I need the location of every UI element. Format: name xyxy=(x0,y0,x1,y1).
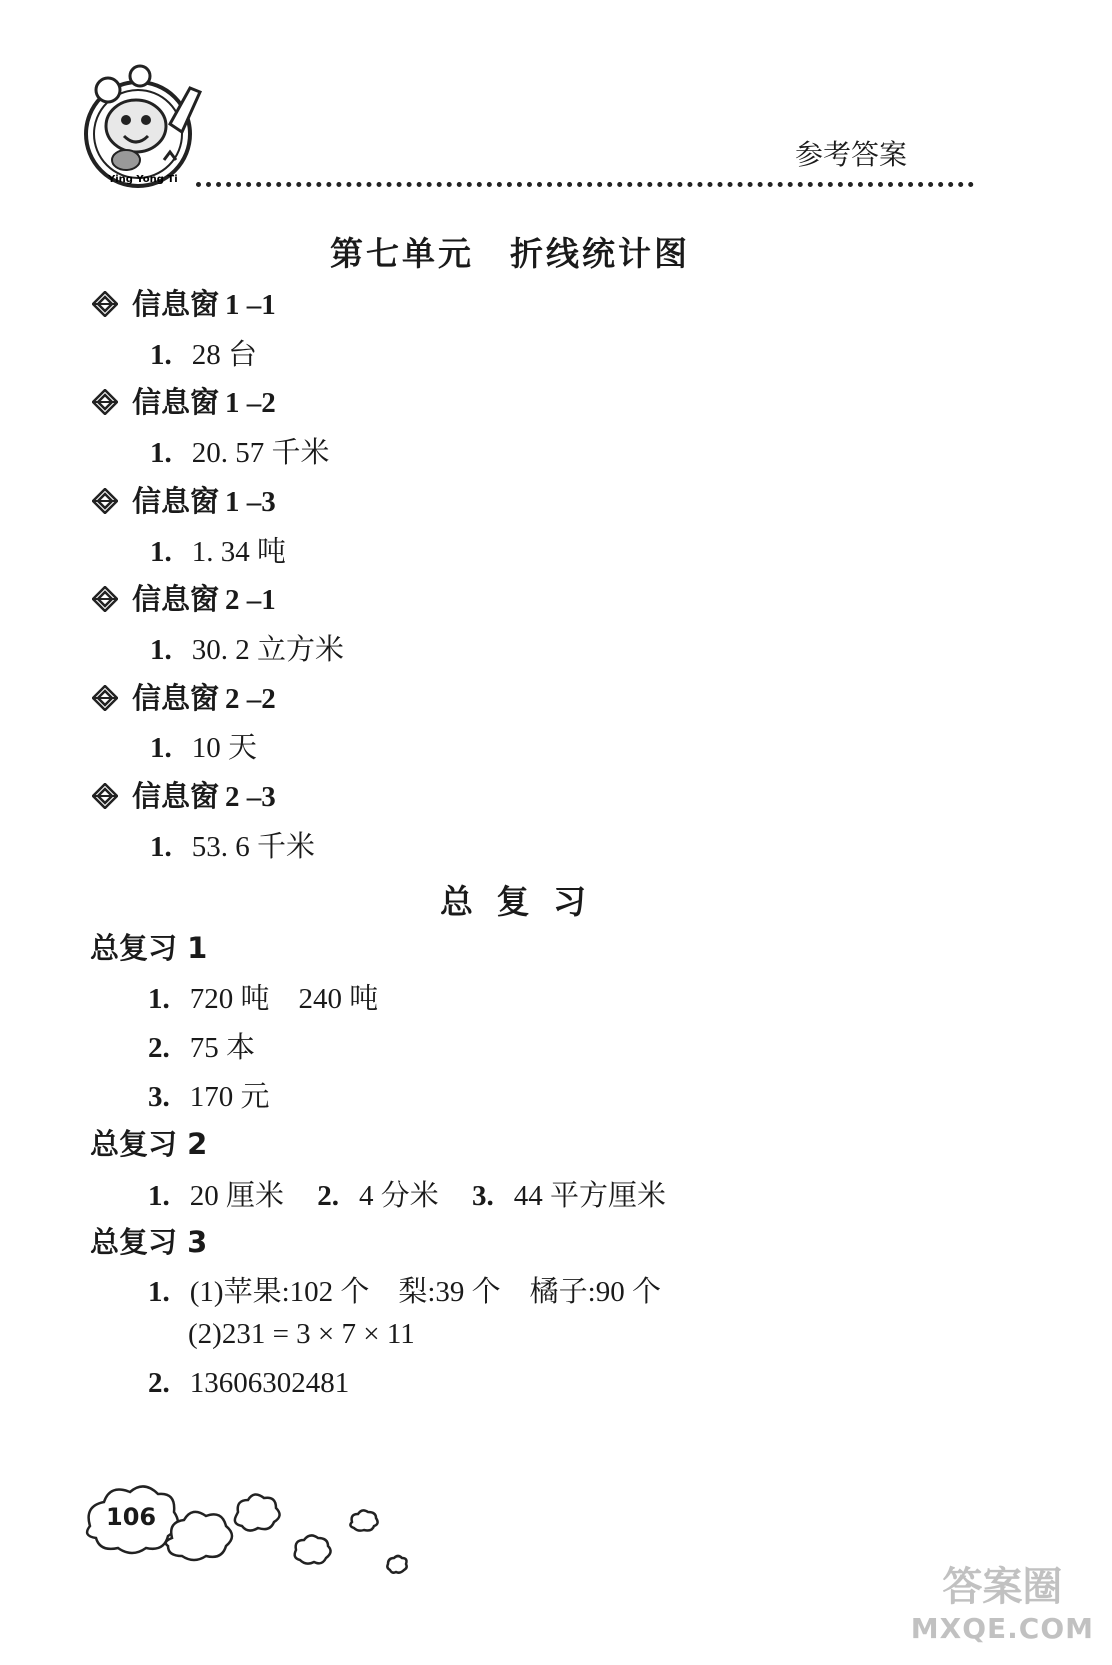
diamond-bullet-icon xyxy=(92,586,118,612)
answer-line xyxy=(148,976,378,1017)
answer-text: 20. 57 千米 xyxy=(191,437,330,469)
answer-line xyxy=(150,627,344,668)
review-heading: 总复习 2 xyxy=(90,1127,208,1161)
unit-title: 第七单元 折线统计图 xyxy=(330,234,690,273)
section-name: 信息窗 xyxy=(132,287,220,321)
diamond-bullet-icon xyxy=(92,783,118,809)
watermark xyxy=(911,1555,1094,1645)
answer-line xyxy=(148,1367,349,1400)
watermark-line1: 答案圈 xyxy=(942,1564,1063,1610)
section-name: 信息窗 xyxy=(132,484,220,518)
question-number: 1. xyxy=(150,831,172,863)
section-heading xyxy=(92,774,276,815)
page-number: 106 xyxy=(106,1503,157,1531)
answer-text: 170 元 xyxy=(189,1081,270,1113)
section-heading xyxy=(92,479,276,520)
answer-line xyxy=(148,1173,666,1214)
answer-line xyxy=(150,430,330,471)
question-number: 1. xyxy=(150,339,172,371)
answer-text: 13606302481 xyxy=(189,1367,350,1399)
watermark-line2: MXQE.COM xyxy=(910,1612,1094,1645)
answer-line xyxy=(148,1074,270,1115)
question-number: 1. xyxy=(148,983,170,1015)
section-heading xyxy=(92,676,276,717)
answer-line xyxy=(150,529,286,570)
answer-text: 720 吨 240 吨 xyxy=(189,983,379,1015)
section-heading xyxy=(92,577,276,618)
section-number: 1 –2 xyxy=(225,387,276,419)
answer-line xyxy=(150,332,257,373)
question-number: 1. xyxy=(148,1276,170,1308)
diamond-bullet-icon xyxy=(92,389,118,415)
answer-text: 28 台 xyxy=(191,339,258,371)
question-number: 1. xyxy=(150,437,172,469)
answer-text: 75 本 xyxy=(189,1032,256,1064)
answer-line xyxy=(188,1318,415,1351)
diamond-bullet-icon xyxy=(92,685,118,711)
logo-text: Ying Yong Ti xyxy=(108,174,178,185)
section-name: 信息窗 xyxy=(132,582,220,616)
answer-line xyxy=(150,725,257,766)
answer-text: 30. 2 立方米 xyxy=(191,634,345,666)
section-number: 2 –2 xyxy=(225,683,276,715)
diamond-bullet-icon xyxy=(92,488,118,514)
answer-text: 53. 6 千米 xyxy=(191,831,316,863)
section-number: 1 –1 xyxy=(225,289,276,321)
section-number: 2 –1 xyxy=(225,584,276,616)
answer-text: 20 厘米 xyxy=(189,1180,285,1212)
header-label: 参考答案 xyxy=(794,138,907,171)
question-number: 3. xyxy=(148,1081,170,1113)
question-number: 2. xyxy=(148,1367,170,1399)
answer-line xyxy=(150,824,315,865)
section-name: 信息窗 xyxy=(132,385,220,419)
section-number: 2 –3 xyxy=(225,781,276,813)
answer-line xyxy=(148,1025,255,1066)
question-number: 2. xyxy=(317,1180,340,1212)
tiger-mascot-logo-icon xyxy=(78,62,210,192)
review-heading: 总复习 3 xyxy=(90,1225,208,1259)
section-name: 信息窗 xyxy=(132,681,220,715)
question-number: 1. xyxy=(150,634,172,666)
answer-text: 4 分米 xyxy=(359,1180,439,1212)
answer-text: (2)231 = 3 × 7 × 11 xyxy=(188,1318,415,1350)
question-number: 1. xyxy=(148,1180,170,1212)
answer-text: 44 平方厘米 xyxy=(513,1180,667,1212)
question-number: 2. xyxy=(148,1032,170,1064)
section-number: 1 –3 xyxy=(225,486,276,518)
section-heading xyxy=(92,282,276,323)
diamond-bullet-icon xyxy=(92,291,118,317)
header-divider xyxy=(196,182,974,187)
question-number: 1. xyxy=(150,732,172,764)
answer-line xyxy=(148,1269,661,1310)
section-name: 信息窗 xyxy=(132,779,220,813)
question-number: 3. xyxy=(472,1180,494,1212)
answer-text: 1. 34 吨 xyxy=(191,536,287,568)
answer-text: 10 天 xyxy=(191,732,258,764)
review-title: 总 复 习 xyxy=(440,882,592,921)
answer-text: (1)苹果:102 个 梨:39 个 橘子:90 个 xyxy=(189,1276,661,1308)
question-number: 1. xyxy=(150,536,172,568)
section-heading xyxy=(92,380,276,421)
review-heading: 总复习 1 xyxy=(90,931,208,965)
